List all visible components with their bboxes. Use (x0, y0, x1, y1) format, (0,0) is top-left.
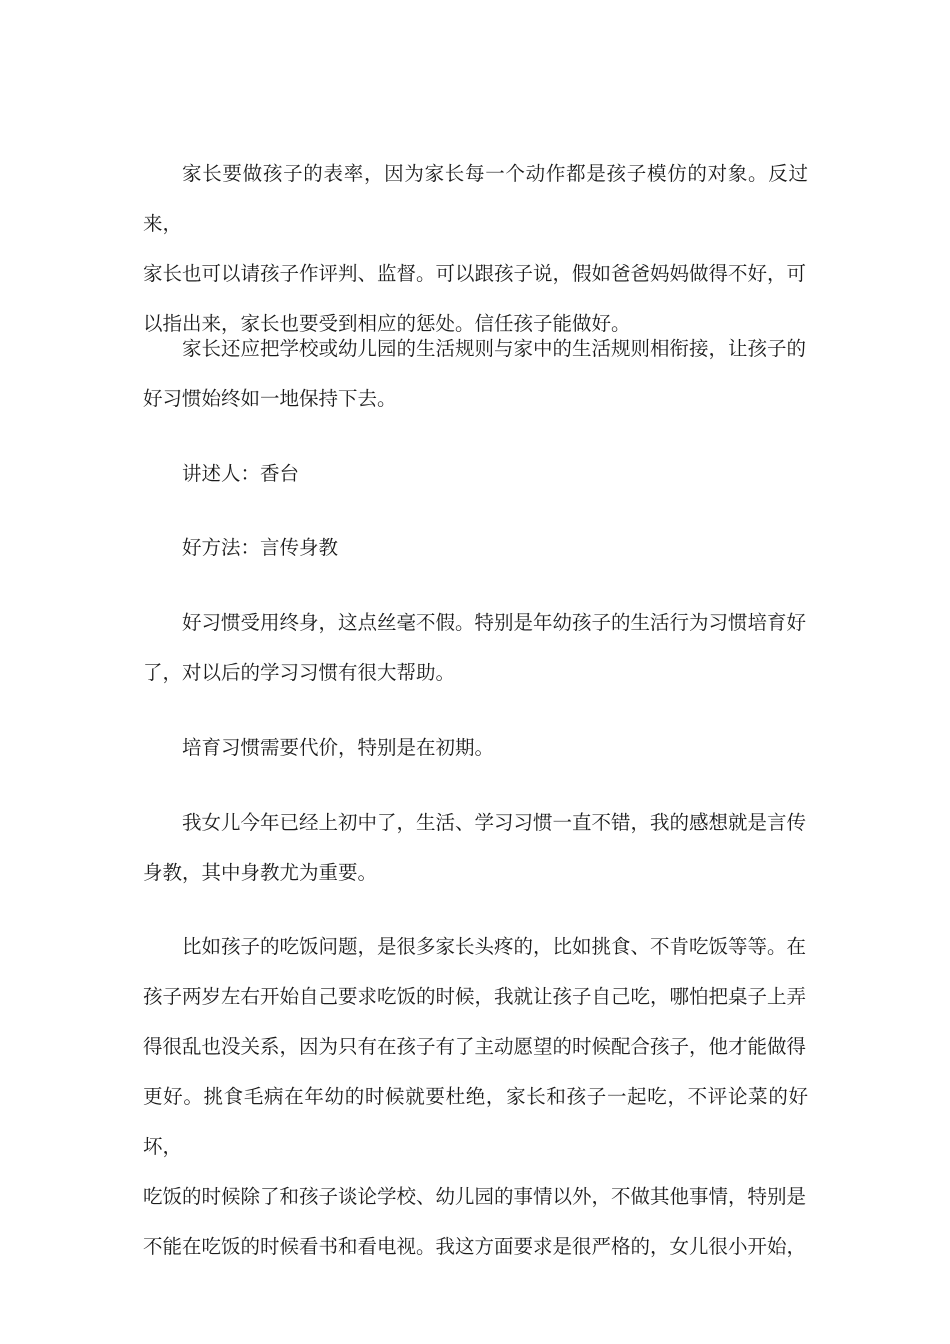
paragraph-school-rules (143, 324, 808, 424)
paragraph-good-habits (143, 598, 808, 698)
text-line: 吃饭的时候除了和孩子谈论学校、幼儿园的事情以外，不做其他事情，特别是 (143, 1185, 807, 1208)
text-line: 身教，其中身教尤为重要。 (143, 861, 378, 884)
text-line: 好习惯受用终身，这点丝毫不假。特别是年幼孩子的生活行为习惯培育好 (182, 611, 807, 634)
text-line: 家长还应把学校或幼儿园的生活规则与家中的生活规则相衔接，让孩子的 (182, 337, 807, 360)
text-line: 以指出来，家长也要受到相应的惩处。信任孩子能做好。 (143, 312, 631, 335)
text-line: 我女儿今年已经上初中了，生活、学习习惯一直不错，我的感想就是言传 (182, 811, 807, 834)
text-line: 了，对以后的学习习惯有很大帮助。 (143, 661, 456, 684)
text-line: 孩子两岁左右开始自己要求吃饭的时候，我就让孩子自己吃，哪怕把桌子上弄 (143, 985, 807, 1008)
text-line: 得很乱也没关系，因为只有在孩子有了主动愿望的时候配合孩子，他才能做得 (143, 1035, 807, 1058)
text-line: 家长要做孩子的表率，因为家长每一个动作都是孩子模仿的对象。反过来， (143, 162, 808, 235)
paragraph-parent-role-model (143, 149, 808, 349)
text-line: 比如孩子的吃饭问题，是很多家长头疼的，比如挑食、不肯吃饭等等。在 (182, 935, 807, 958)
paragraph-method (143, 523, 808, 573)
paragraph-daughter (143, 798, 808, 898)
paragraph-narrator (143, 449, 808, 499)
paragraph-eating (143, 922, 808, 1272)
text-line: 好方法：言传身教 (182, 536, 339, 559)
text-line: 讲述人：香台 (182, 462, 300, 485)
text-line: 家长也可以请孩子作评判、监督。可以跟孩子说，假如爸爸妈妈做得不好，可 (143, 262, 807, 285)
text-line: 好习惯始终如一地保持下去。 (143, 387, 397, 410)
text-line: 不能在吃饭的时候看书和看电视。我这方面要求是很严格的，女儿很小开始， (143, 1235, 807, 1258)
text-line: 更好。挑食毛病在年幼的时候就要杜绝，家长和孩子一起吃，不评论菜的好坏， (143, 1085, 808, 1158)
text-line: 培育习惯需要代价，特别是在初期。 (182, 736, 495, 759)
paragraph-habit-cost (143, 723, 808, 773)
